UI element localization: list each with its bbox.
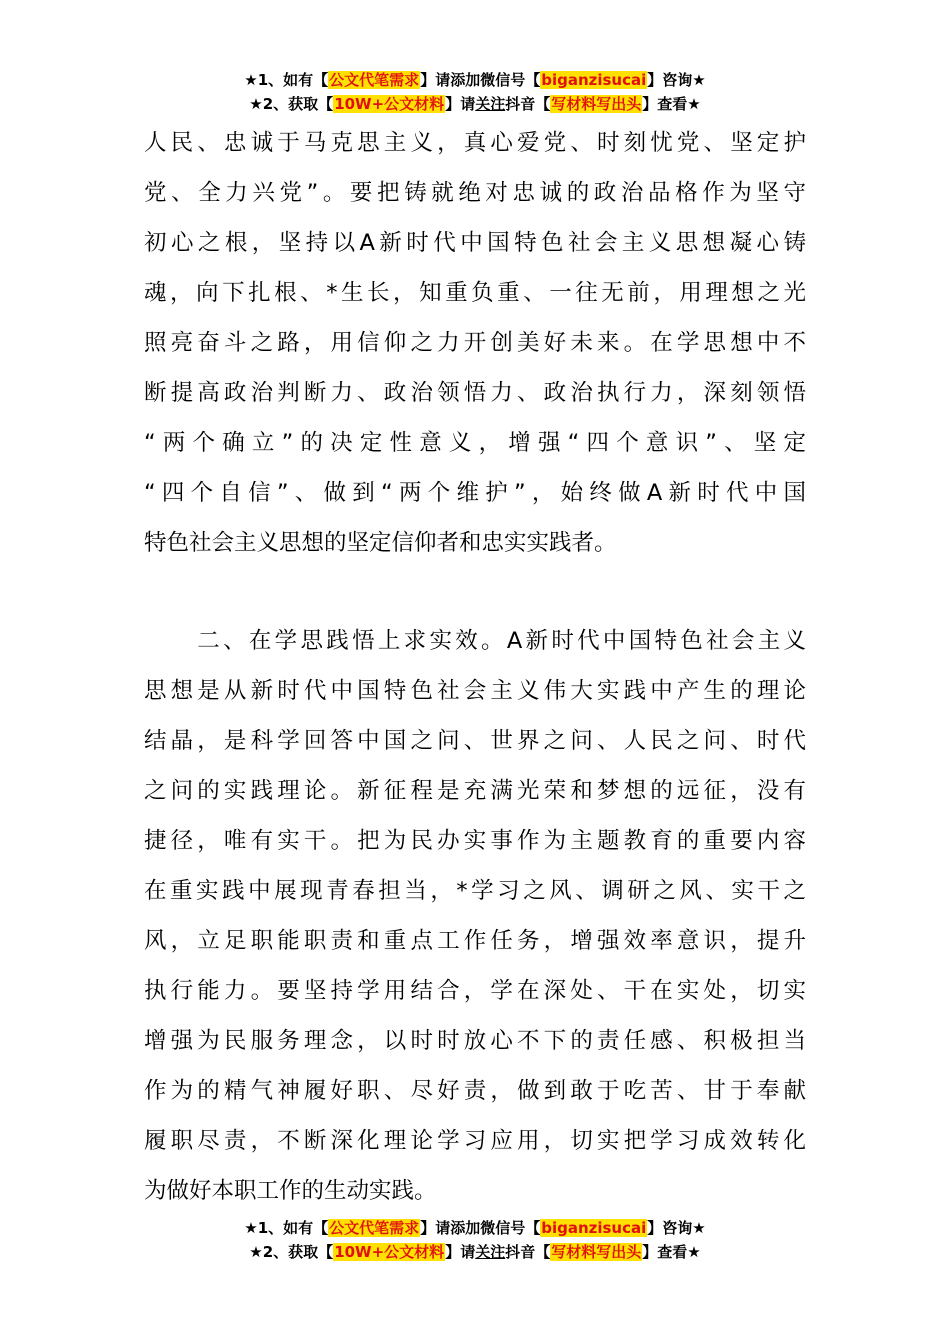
text-line: 履职尽责，不断深化理论学习应用，切实把学习成效转化 <box>144 1128 806 1154</box>
text-line: 人民、忠诚于马克思主义，真心爱党、时刻忧党、坚定护 <box>144 130 806 156</box>
text-line: 之问的实践理论。新征程是充满光荣和梦想的远征，没有 <box>144 778 806 804</box>
banner-wechat-id: biganzisucai <box>541 71 647 89</box>
text-line: “两个确立”的决定性意义，增强“四个意识”、坚定 <box>144 430 806 456</box>
banner-highlight: 10W+公文材料 <box>334 95 445 113</box>
paragraph-2 <box>144 616 806 1216</box>
text-line: 魂，向下扎根、*生长，知重负重、一往无前，用理想之光 <box>144 280 806 306</box>
text-line: 结晶，是科学回答中国之问、世界之问、人民之问、时代 <box>144 728 806 754</box>
text-line: 风，立足职能职责和重点工作任务，增强效率意识，提升 <box>144 928 806 954</box>
banner-text: 】咨询★ <box>647 1219 706 1237</box>
banner-text: 】咨询★ <box>647 71 706 89</box>
banner-highlight: 公文代笔需求 <box>329 71 420 89</box>
banner-line-1 <box>0 1216 950 1240</box>
text-line: 二、在学思践悟上求实效。A新时代中国特色社会主义 <box>194 628 806 654</box>
footer-banner <box>0 1216 950 1264</box>
banner-text: 】请 <box>445 95 476 113</box>
banner-line-2 <box>0 1240 950 1264</box>
banner-text: 】查看★ <box>642 95 701 113</box>
banner-text: 】请 <box>445 1243 476 1261</box>
text-line-first <box>144 616 806 666</box>
banner-line-2 <box>0 92 950 116</box>
text-line: 党、全力兴党”。要把铸就绝对忠诚的政治品格作为坚守 <box>144 180 806 206</box>
banner-underline: 关注 <box>475 1243 506 1261</box>
banner-line-1 <box>0 68 950 92</box>
banner-highlight: 公文代笔需求 <box>329 1219 420 1237</box>
banner-text: 抖音【 <box>505 1243 551 1261</box>
banner-text: ★1、如有【 <box>244 1219 329 1237</box>
banner-highlight: 写材料写出头 <box>551 95 642 113</box>
text-line: 为做好本职工作的生动实践。 <box>144 1178 437 1204</box>
text-line: 照亮奋斗之路，用信仰之力开创美好未来。在学思想中不 <box>144 330 806 356</box>
banner-text: 】请添加微信号【 <box>420 71 541 89</box>
banner-wechat-id: biganzisucai <box>541 1219 647 1237</box>
banner-text: ★1、如有【 <box>244 71 329 89</box>
text-line: 作为的精气神履好职、尽好责，做到敢于吃苦、甘于奉献 <box>144 1078 806 1104</box>
text-line: 断提高政治判断力、政治领悟力、政治执行力，深刻领悟 <box>144 380 806 406</box>
text-line: “四个自信”、做到“两个维护”，始终做A新时代中国 <box>144 480 806 506</box>
banner-text: ★2、获取【 <box>249 95 334 113</box>
banner-underline: 关注 <box>475 95 506 113</box>
banner-text: 】请添加微信号【 <box>420 1219 541 1237</box>
text-line: 思想是从新时代中国特色社会主义伟大实践中产生的理论 <box>144 678 806 704</box>
banner-text: 抖音【 <box>505 95 551 113</box>
text-line: 执行能力。要坚持学用结合，学在深处、干在实处，切实 <box>144 978 806 1004</box>
banner-text: ★2、获取【 <box>249 1243 334 1261</box>
text-line: 增强为民服务理念，以时时放心不下的责任感、积极担当 <box>144 1028 806 1054</box>
text-line: 初心之根，坚持以A新时代中国特色社会主义思想凝心铸 <box>144 230 806 256</box>
banner-highlight: 写材料写出头 <box>551 1243 642 1261</box>
text-line: 特色社会主义思想的坚定信仰者和忠实实践者。 <box>144 530 617 556</box>
paragraph-1 <box>144 118 806 568</box>
banner-highlight: 10W+公文材料 <box>334 1243 445 1261</box>
text-line: 在重实践中展现青春担当，*学习之风、调研之风、实干之 <box>144 878 806 904</box>
header-banner <box>0 68 950 116</box>
banner-text: 】查看★ <box>642 1243 701 1261</box>
text-line: 捷径，唯有实干。把为民办实事作为主题教育的重要内容 <box>144 828 806 854</box>
